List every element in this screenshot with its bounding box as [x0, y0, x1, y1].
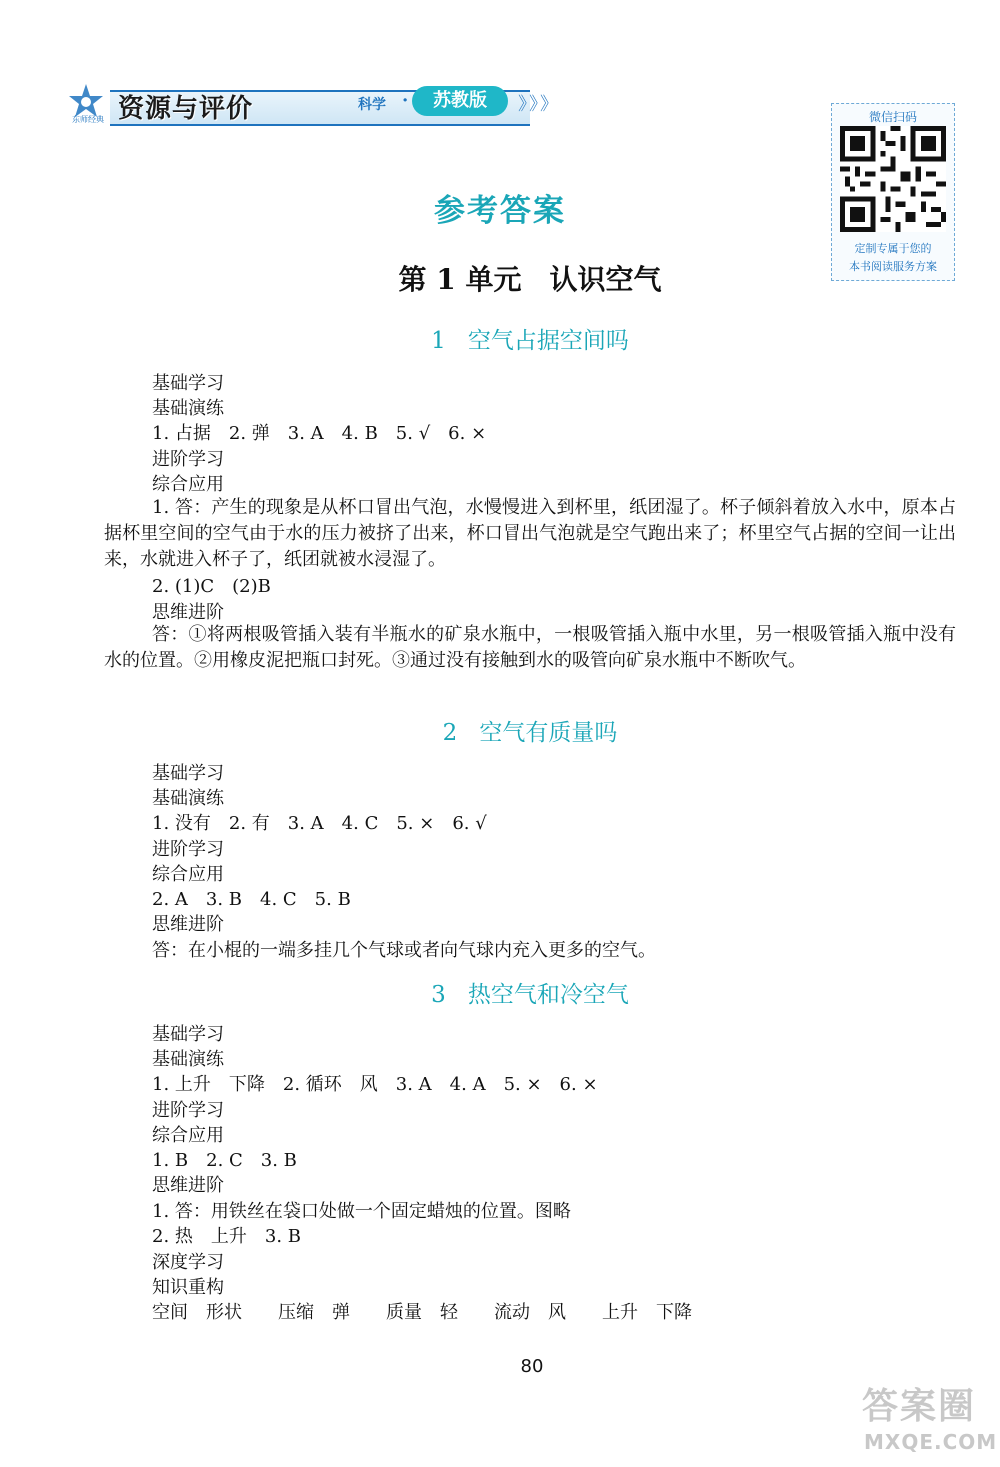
- subject-label: 科学: [358, 97, 386, 113]
- subsection-heading: 综合应用: [152, 864, 224, 885]
- lesson-number: 3: [431, 982, 446, 1008]
- header-banner: [66, 76, 560, 134]
- answer-line: 2. A 3. B 4. C 5. B: [152, 889, 351, 910]
- answer-paragraph: 1. 答：产生的现象是从杯口冒出气泡，水慢慢进入到杯里，纸团湿了。杯子倾斜着放入水中，原本占据杯里空间的空气由于水的压力被挤了出来，杯口冒出气泡就是空气跑出来了；杯里空气占据的空间一让出来，水就进入杯子了，纸团就被水浸湿了。: [104, 497, 956, 570]
- series-title: 资源与评价: [118, 94, 254, 124]
- watermark-sub: MXQE.COM: [864, 1430, 998, 1454]
- separator-dot: ·: [402, 90, 409, 111]
- answer-line: 1. 答：用铁丝在袋口处做一个固定蜡烛的位置。图略: [152, 1201, 571, 1222]
- answer-line: 2. 热 上升 3. B: [152, 1226, 302, 1247]
- answer-line: 答：在小棍的一端多挂几个气球或者向气球内充入更多的空气。: [152, 940, 656, 961]
- lesson-3-title: [0, 976, 1000, 1009]
- chevrons-icon: 》》》: [518, 94, 560, 115]
- edition-badge: 苏教版: [412, 86, 508, 116]
- lesson-number: 1: [431, 328, 446, 354]
- logo-text: 东师经典: [72, 115, 104, 124]
- lesson-name: 空气占据空间吗: [467, 328, 629, 354]
- lesson-number: 2: [442, 720, 458, 746]
- section-heading: 进阶学习: [152, 839, 224, 860]
- subsection-heading: 知识重构: [152, 1277, 224, 1298]
- section-heading: 基础学习: [152, 373, 224, 394]
- answer-line: 空间 形状 压缩 弹 质量 轻 流动 风 上升 下降: [152, 1302, 692, 1323]
- subsection-heading: 思维进阶: [152, 914, 224, 935]
- lesson-name: 空气有质量吗: [479, 720, 618, 746]
- answer-line: 1. 没有 2. 有 3. A 4. C 5. × 6. √: [152, 813, 487, 834]
- subsection-heading: 基础演练: [152, 1049, 224, 1070]
- answer-line: 1. 上升 下降 2. 循环 风 3. A 4. A 5. × 6. ×: [152, 1074, 598, 1095]
- answer-line: 1. 占据 2. 弹 3. A 4. B 5. √ 6. ×: [152, 423, 487, 444]
- section-heading: 进阶学习: [152, 1100, 224, 1121]
- unit-title: 第 1 单元 认识空气: [398, 263, 662, 296]
- section-heading: 基础学习: [152, 763, 224, 784]
- answer-line: 2. (1)C (2)B: [152, 576, 271, 597]
- lesson-name: 热空气和冷空气: [467, 982, 629, 1008]
- subsection-heading: 基础演练: [152, 788, 224, 809]
- answer-line: 1. B 2. C 3. B: [152, 1150, 297, 1171]
- lesson-2-title: [0, 714, 1000, 747]
- subsection-heading: 思维进阶: [152, 602, 224, 623]
- answer-key-title: 参考答案: [434, 193, 566, 229]
- subsection-heading: 综合应用: [152, 1125, 224, 1146]
- page-number: 80: [520, 1356, 544, 1377]
- answer-paragraph: 答：①将两根吸管插入装有半瓶水的矿泉水瓶中，一根吸管插入瓶中水里，另一根吸管插入瓶中没有水的位置。②用橡皮泥把瓶口封死。③通过没有接触到水的吸管向矿泉水瓶中不断吹气。: [104, 624, 956, 671]
- subsection-heading: 思维进阶: [152, 1175, 224, 1196]
- lesson-1-title: [0, 322, 1000, 355]
- section-heading: 深度学习: [152, 1252, 224, 1273]
- section-heading: 基础学习: [152, 1024, 224, 1045]
- section-heading: 进阶学习: [152, 449, 224, 470]
- qr-top-label: 微信扫码: [868, 110, 917, 124]
- watermark: [858, 1378, 998, 1464]
- watermark-main: 答案圈: [862, 1386, 977, 1427]
- subsection-heading: 基础演练: [152, 398, 224, 419]
- qr-caption-line1: 定制专属于您的: [854, 242, 932, 255]
- qr-caption-line2: 本书阅读服务方案: [849, 260, 937, 273]
- subsection-heading: 综合应用: [152, 474, 224, 495]
